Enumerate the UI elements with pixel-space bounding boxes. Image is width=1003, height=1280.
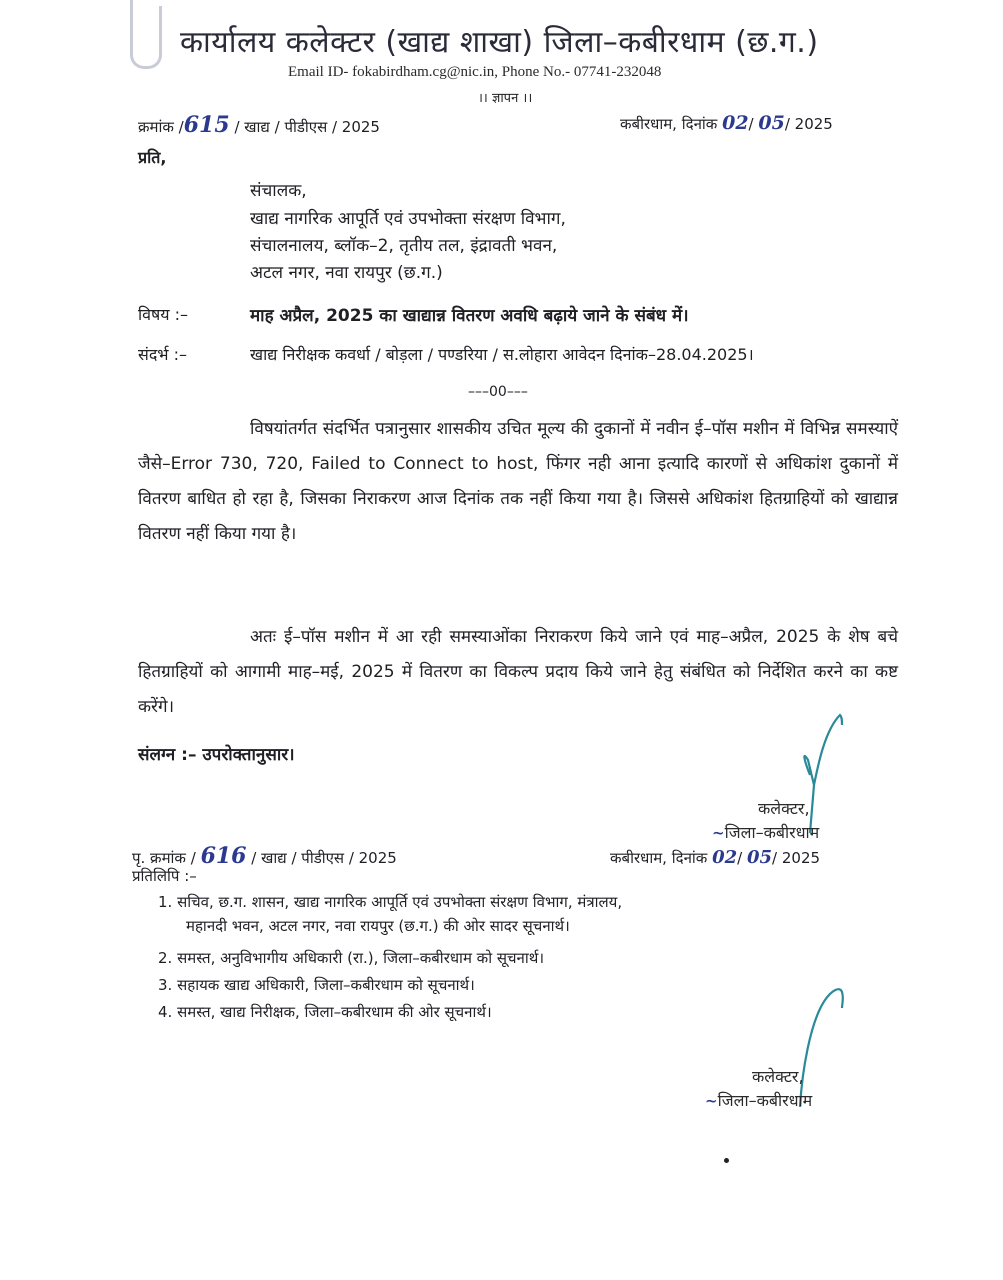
to-label: प्रति, (138, 148, 167, 167)
copy-label: प्रतिलिपि :– (132, 867, 197, 885)
copy-item-number: 3. (158, 976, 173, 994)
recipient-line: संचालनालय, ब्लॉक–2, तृतीय तल, इंद्रावती भवन, (250, 236, 558, 256)
copy-reference-suffix: / खाद्य / पीडीएस / 2025 (251, 849, 397, 867)
body-paragraph-1-text: विषयांतर्गत संदर्भित पत्रानुसार शासकीय उचित मूल्य की दुकानों में नवीन ई–पॉस मशीन में विभिन्न समस्याऐं जैसे–Error 730, 720, Failed to Connect to host, फिंगर नही आना इत्यादि कारणों से अधिकांश दुकानों में वितरण बाधित हो रहा है, जिसका निराकरण आज दिनांक तक नहीं किया गया है। जिससे अधिकांश हितग्राहियों को खाद्यान्न वितरण नहीं किया गया है। (138, 419, 898, 544)
reference-number (138, 112, 380, 138)
copy-item-text: समस्त, अनुविभागीय अधिकारी (रा.), जिला–कबीरधाम को सूचनार्थ। (177, 949, 544, 967)
copy-place-date-label: कबीरधाम, दिनांक (610, 849, 708, 867)
reference-handwritten-number: 615 (183, 112, 230, 138)
copy-reference-handwritten-number: 616 (200, 843, 247, 869)
signature-1-district-text: जिला–कबीरधाम (724, 823, 820, 842)
reference-prefix: क्रमांक / (138, 118, 184, 136)
recipient-line: संचालक, (250, 181, 307, 201)
sandarbh-text: खाद्य निरीक्षक कवर्धा / बोड़ला / पण्डरिया / स.लोहारा आवेदन दिनांक–28.04.2025। (250, 345, 754, 364)
copy-item-text: समस्त, खाद्य निरीक्षक, जिला–कबीरधाम की ओर सूचनार्थ। (177, 1003, 492, 1021)
signature-2-district-text: जिला–कबीरधाम (717, 1091, 813, 1110)
copy-date-month: 05 (746, 847, 773, 868)
date-day: 02 (722, 112, 749, 134)
subject-label: विषय :– (138, 305, 189, 324)
initial-mark: ~ (705, 1092, 718, 1110)
copy-item-number: 2. (158, 949, 173, 967)
signature-1-district (712, 821, 819, 843)
place-date-label: कबीरधाम, दिनांक (620, 115, 718, 133)
copy-item-number: 4. (158, 1003, 173, 1021)
subject-text: माह अप्रैल, 2025 का खाद्यान्न वितरण अवधि बढ़ाये जाने के संबंध में। (250, 306, 689, 326)
separator: –––00––– (468, 384, 528, 400)
body-paragraph-2-text: अतः ई–पॉस मशीन में आ रही समस्याओंका निराकरण किये जाने एवं माह–अप्रैल, 2025 के शेष बचे हितग्राहियों को आगामी माह–मई, 2025 में वितरण का विकल्प प्रदाय किये जाने हेतु संबंधित को निर्देशित करने का कष्ट करेंगे। (138, 627, 898, 717)
copy-item-number: 1. (158, 893, 173, 911)
paperclip-icon (130, 6, 162, 69)
copy-reference-date: कबीरधाम, दिनांक 02/ 05/ 2025 (610, 847, 821, 868)
sandarbh-label: संदर्भ :– (138, 345, 188, 364)
copy-list-item (158, 890, 622, 914)
copy-list-item (158, 1000, 492, 1024)
date-month: 05 (758, 112, 785, 134)
copy-item-text: सचिव, छ.ग. शासन, खाद्य नागरिक आपूर्ति एवं उपभोक्ता संरक्षण विभाग, मंत्रालय, (177, 893, 623, 911)
reference-date: कबीरधाम, दिनांक 02/ 05/ 2025 (620, 112, 833, 134)
copy-date-day: 02 (712, 847, 738, 868)
copy-list-item-continuation: महानदी भवन, अटल नगर, नवा रायपुर (छ.ग.) की ओर सादर सूचनार्थ। (186, 917, 570, 935)
recipient-line: अटल नगर, नवा रायपुर (छ.ग.) (250, 263, 443, 283)
contact-info: Email ID- fokabirdham.cg@nic.in, Phone No.- 07741-232048 (288, 64, 662, 80)
reference-suffix: / खाद्य / पीडीएस / 2025 (234, 118, 380, 136)
signature-2-district (705, 1089, 812, 1111)
date-year: / 2025 (784, 115, 833, 133)
initial-mark: ~ (712, 824, 725, 842)
ink-dot (724, 1158, 729, 1163)
copy-date-year: / 2025 (772, 849, 821, 867)
enclosure: संलग्न :– उपरोक्तानुसार। (138, 745, 295, 765)
body-paragraph-1 (138, 412, 898, 552)
memo-label: ।। ज्ञापन ।। (478, 91, 533, 106)
copy-list-item (158, 973, 475, 997)
copy-list-item (158, 946, 544, 970)
recipient-line: खाद्य नागरिक आपूर्ति एवं उपभोक्ता संरक्षण विभाग, (250, 209, 566, 229)
office-title: कार्यालय कलेक्टर (खाद्य शाखा) जिला–कबीरधाम (छ.ग.) (180, 25, 819, 60)
copy-reference-prefix: पृ. क्रमांक / (132, 849, 196, 867)
copy-item-text: सहायक खाद्य अधिकारी, जिला–कबीरधाम को सूचनार्थ। (177, 976, 475, 994)
signature-2-designation: कलेक्टर, (752, 1067, 804, 1086)
signature-1-designation: कलेक्टर, (758, 799, 810, 818)
